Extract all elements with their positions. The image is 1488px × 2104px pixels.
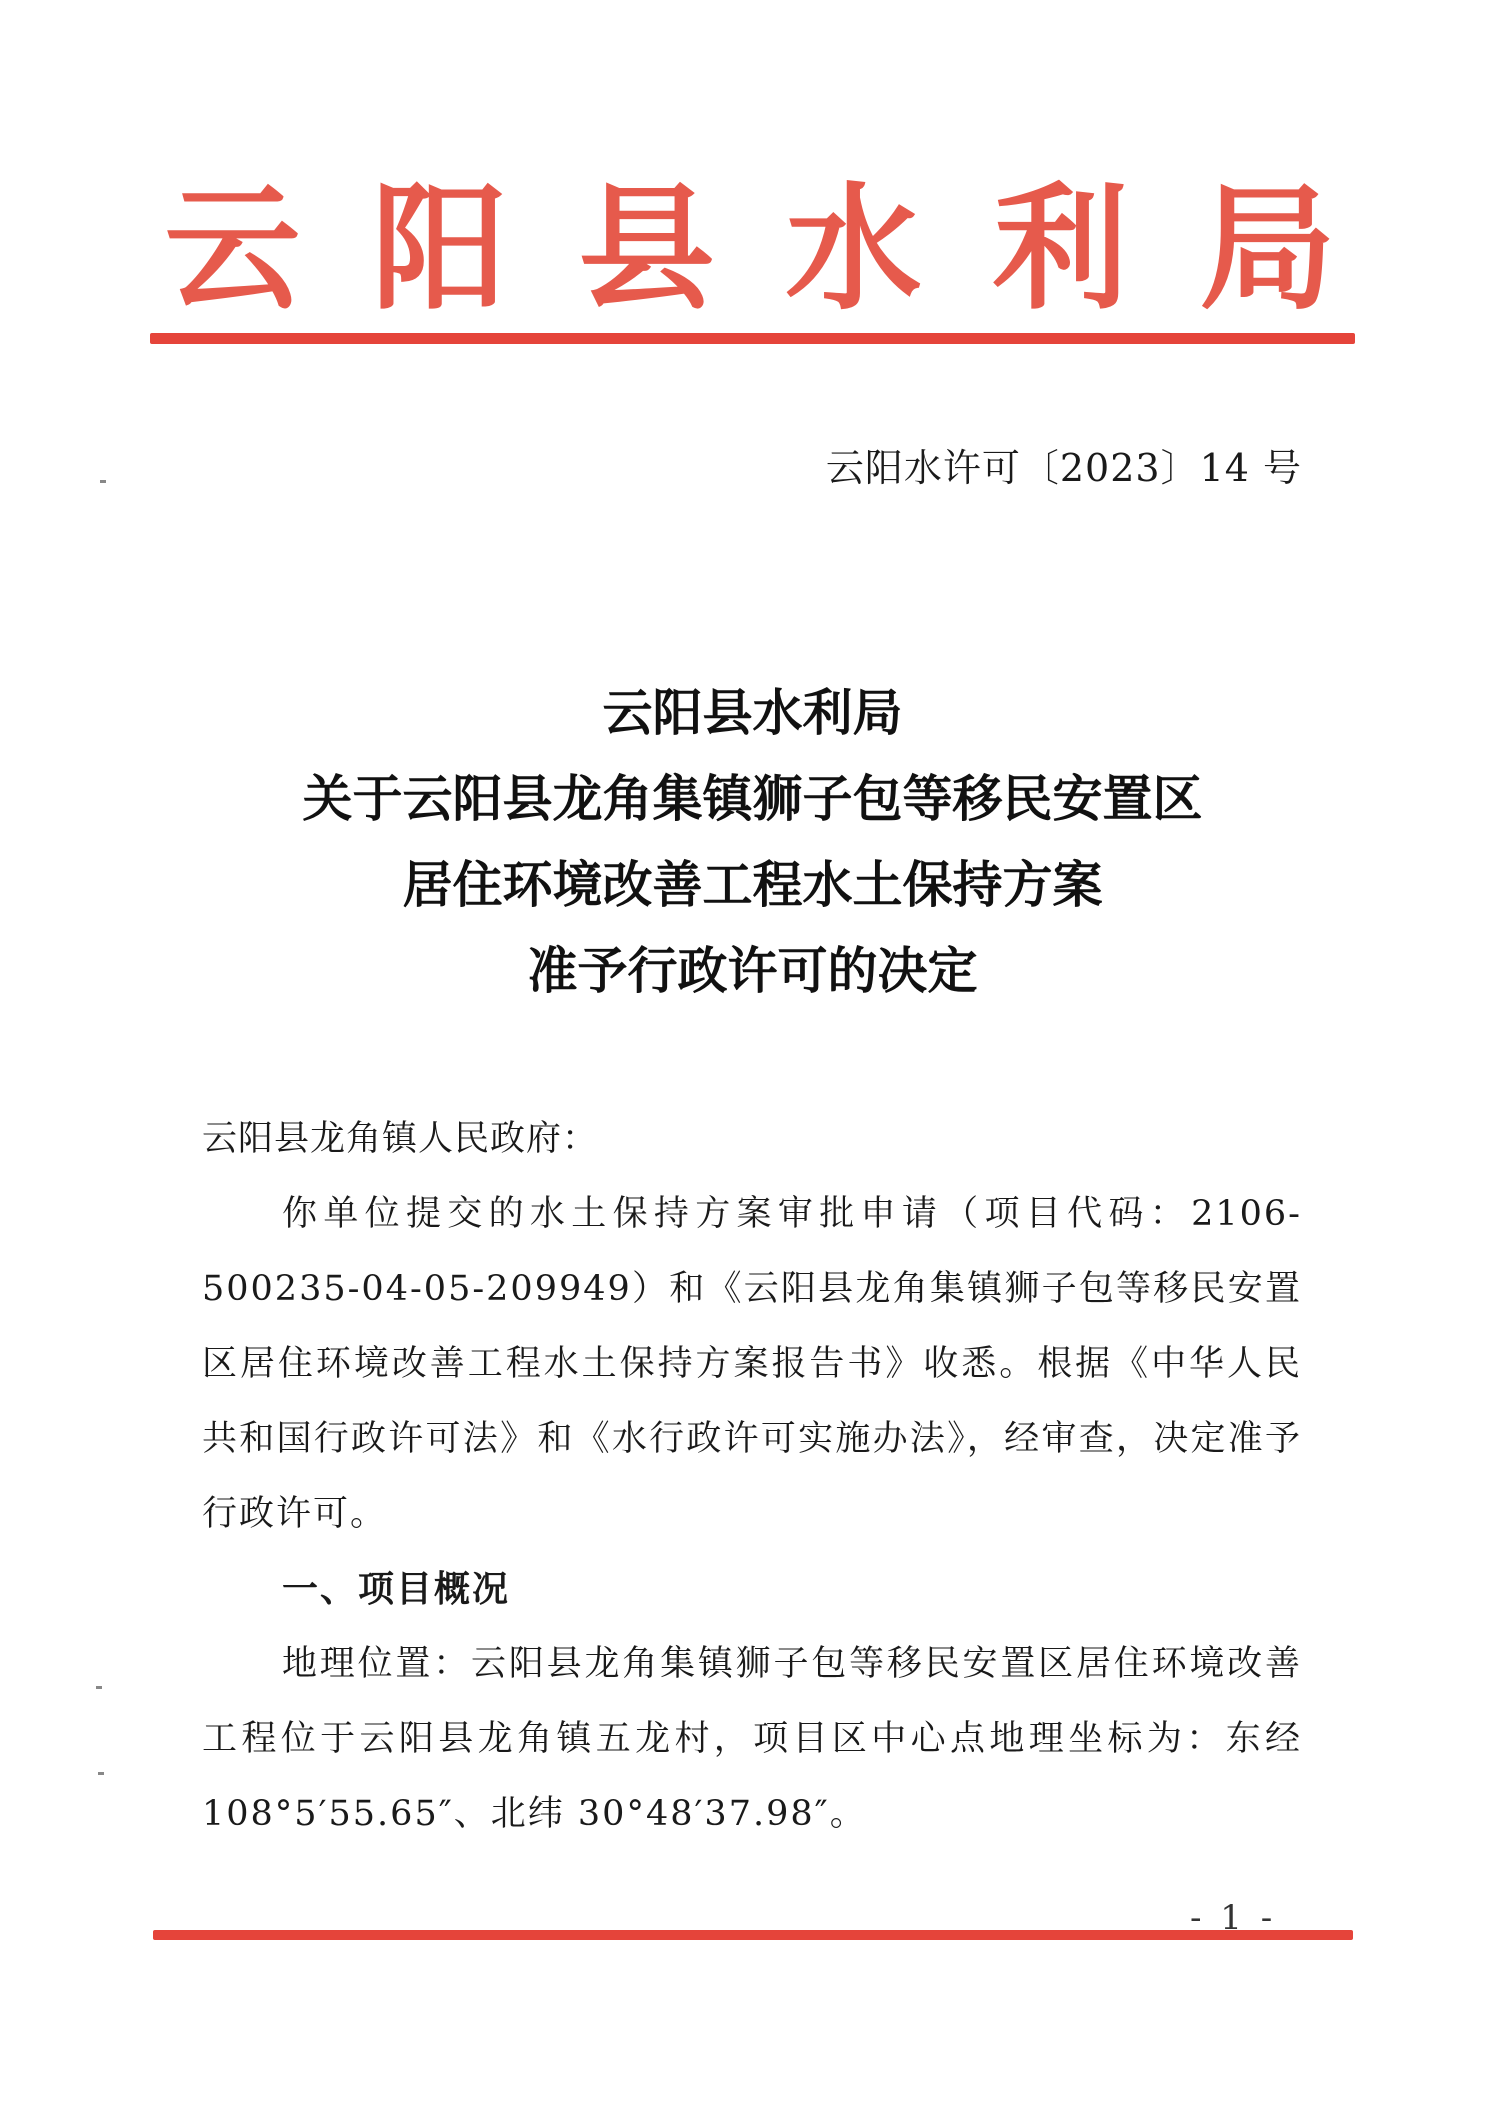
agency-header-char: 阳 [371,171,508,329]
agency-header-char: 云 [164,171,301,329]
header-red-rule [150,333,1355,344]
scan-speck [96,1686,102,1689]
agency-header-char: 水 [785,171,922,329]
agency-header-char: 局 [1199,171,1336,329]
title-line: 关于云阳县龙角集镇狮子包等移民安置区 [302,769,1203,828]
agency-header-char: 利 [992,171,1129,329]
paragraph-location: 地理位置：云阳县龙角集镇狮子包等移民安置区居住环境改善工程位于云阳县龙角镇五龙村，项目区中心点地理坐标为：东经 108°5′55.65″、北纬 30°48′37.98″。 [202,1644,1302,1834]
agency-header-title [150,170,1350,330]
salutation: 云阳县龙角镇人民政府： [202,1119,599,1159]
section-heading-project-overview: 一、项目概况 [282,1569,511,1610]
title-line: 准予行政许可的决定 [527,941,978,1000]
document-title [150,670,1355,1014]
document-body [202,1102,1302,1852]
page-number: - 1 - [1190,1898,1277,1938]
document-number: 云阳水许可〔2023〕14 号 [825,446,1302,490]
title-line: 云阳县水利局 [602,683,903,742]
scan-speck [100,480,106,483]
agency-header-char: 县 [578,171,715,329]
footer-red-rule [153,1930,1353,1940]
title-line: 居住环境改善工程水土保持方案 [402,855,1103,914]
scan-speck [98,1772,104,1775]
paragraph-application: 你单位提交的水土保持方案审批申请（项目代码：2106-500235-04-05-209949）和《云阳县龙角集镇狮子包等移民安置区居住环境改善工程水土保持方案报告书》收悉。根据《中华人民共和国行政许可法》和《水行政许可实施办法》，经审查，决定准予行政许可。 [202,1194,1302,1534]
